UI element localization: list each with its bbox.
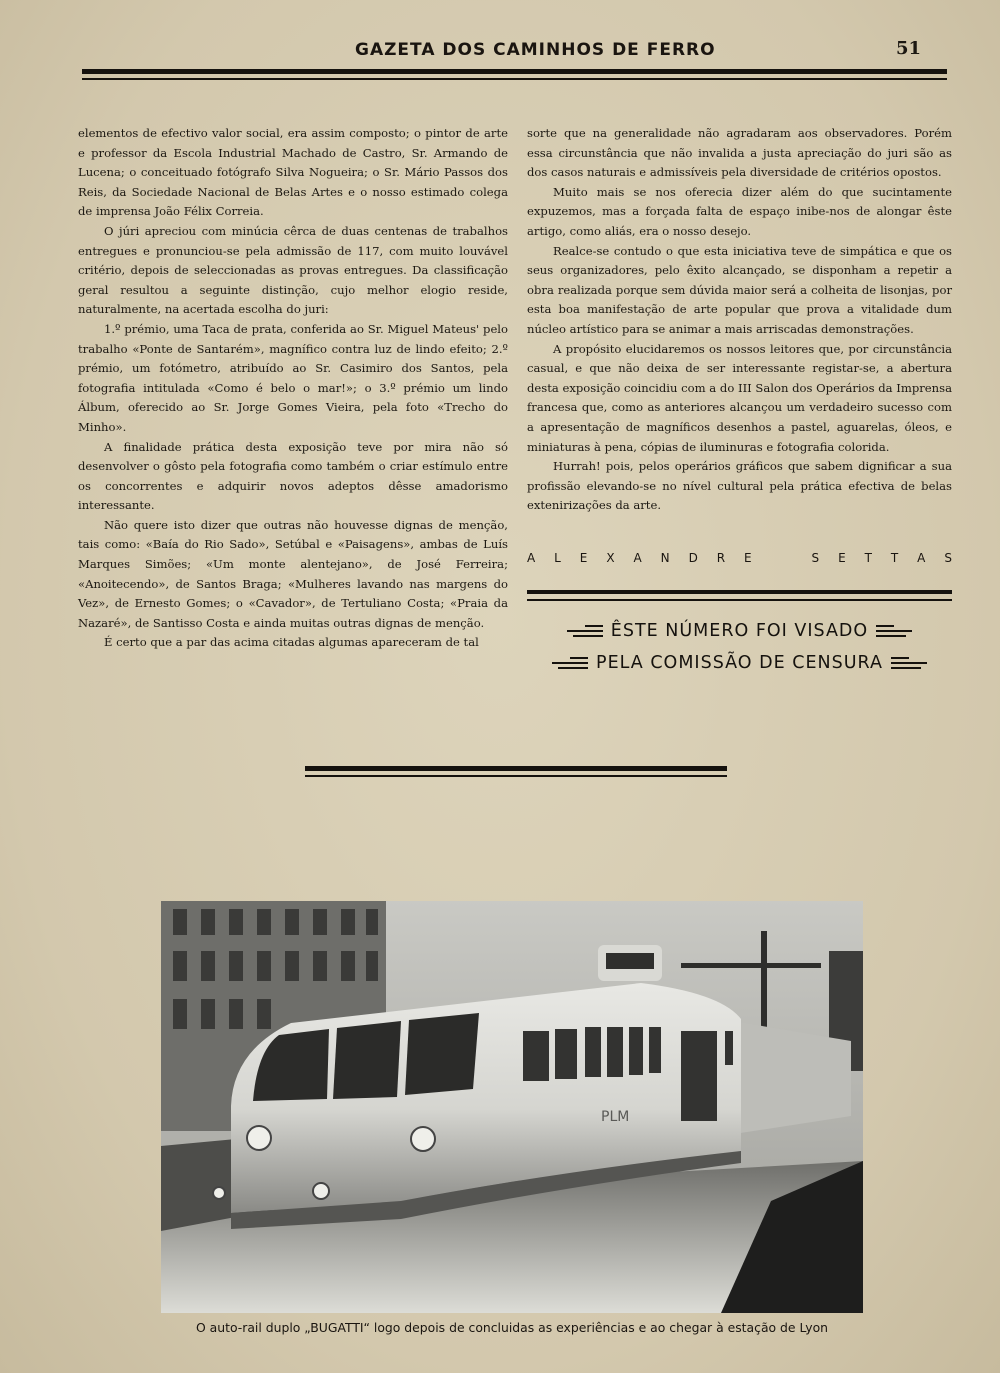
paragraph: 1.º prémio, uma Taca de prata, conferida ao Sr. Miguel Mateus' pelo trabalho «Ponte de Santarém», magnífico contra luz de lindo efeito; 2.º prémio, um fotómetro, atribuído ao Sr. Casimiro dos Santos, pela fotografia intitulada «Como é belo o mar!»; o 3.º prémio um lindo Álbum, oferecido ao Sr. Jorge Gomes Vieira, pela foto «Trecho do Minho». bbox=[78, 321, 508, 434]
author-letter: A bbox=[633, 551, 642, 565]
paragraph: É certo que a par das acima citadas algumas apareceram de tal bbox=[104, 635, 479, 650]
triple-dash-icon bbox=[876, 624, 912, 638]
censor-notice-line2 bbox=[527, 650, 952, 676]
car-marking: PLM bbox=[601, 1109, 630, 1125]
censor-text: ÊSTE NÚMERO FOI VISADO bbox=[610, 621, 869, 641]
author-signature bbox=[527, 551, 952, 565]
paragraph: Realce-se contudo o que esta iniciativa teve de simpática e que os seus organizadores, pelo êxito alcançado, se disponham a repetir a obra realizada porque sem dúvida maior será a colheita de lisonjas, por esta boa manifestação de arte popular que prova a vitalidade dum núcleo artístico para se animar a mais arriscadas demonstrações. bbox=[527, 243, 952, 336]
censor-rule-thick bbox=[527, 590, 952, 594]
paragraph: Muito mais se nos oferecia dizer além do que sucintamente expuzemos, mas a forçada falta de espaço inibe-nos de alongar êste artigo, como aliás, era o nosso desejo. bbox=[527, 184, 952, 238]
article-right-column bbox=[527, 124, 952, 516]
bugatti-railcar-photo bbox=[161, 901, 863, 1313]
author-letter: A bbox=[527, 551, 536, 565]
paragraph: Hurrah! pois, pelos operários gráficos que sabem dignificar a sua profissão elevando-se no nível cultural pela prática efectiva de belas extenirizações da arte. bbox=[527, 459, 952, 513]
triple-dash-icon bbox=[552, 656, 588, 670]
censor-text: PELA COMISSÃO DE CENSURA bbox=[596, 653, 883, 673]
author-letter: R bbox=[716, 551, 726, 565]
triple-dash-icon bbox=[891, 656, 927, 670]
censor-notice-line1 bbox=[527, 618, 952, 644]
author-letter: E bbox=[579, 551, 588, 565]
page-number: 51 bbox=[896, 38, 922, 59]
paragraph: A propósito elucidaremos os nossos leitores que, por circunstância casual, e que não deixa de ser interessante registar-se, a abertura desta exposição coincidiu com a do III Salon dos Operários da Imprensa francesa que, como as anteriores alcançou um verdadeiro sucesso com a apresentação de magníficos desenhos a pastel, aguarelas, óleos, e miniaturas à pena, cópias de iluminuras e fotografia colorida. bbox=[527, 341, 952, 454]
paragraph: sorte que na generalidade não agradaram aos observadores. Porém essa circunstância que não invalida a justa apreciação do juri são as dos casos naturais e admissíveis pela diversidade de critérios opostos. bbox=[527, 126, 952, 180]
journal-title: GAZETA DOS CAMINHOS DE FERRO bbox=[355, 40, 716, 60]
header-rule-thin bbox=[82, 78, 947, 80]
author-letter: D bbox=[688, 551, 698, 565]
author-letter: S bbox=[811, 551, 820, 565]
photo-caption: O auto-rail duplo „BUGATTI“ logo depois de concluidas as experiências e ao chegar à estação de Lyon bbox=[195, 1320, 829, 1335]
author-letter: E bbox=[744, 551, 752, 565]
author-letter: X bbox=[606, 551, 615, 565]
author-letter: T bbox=[890, 551, 899, 565]
author-letter: S bbox=[944, 551, 952, 565]
paragraph: Não quere isto dizer que outras não houvesse dignas de menção, tais como: «Baía do Rio Sado», Setúbal e «Paisagens», ambas de Luís Marques Simões; «Um monte alentejano», de José Ferreira; «Anoitecendo», de Santos Braga; «Mulheres lavando nas margens do Vez», de Ernesto Gomes; o «Cavador», de Tertuliano Costa; «Praia da Nazaré», de Santisso Costa e ainda muitas outras dignas de menção. bbox=[78, 517, 508, 630]
author-space bbox=[771, 551, 793, 565]
article-left-column bbox=[78, 124, 508, 653]
author-letter: E bbox=[838, 551, 846, 565]
author-letter: T bbox=[864, 551, 872, 565]
paragraph: O júri apreciou com minúcia cêrca de duas centenas de trabalhos entregues e pronunciou-se pela admissão de 117, com muito louvável critério, depois de seleccionadas as provas entregues. Da classificação geral resultou a seguinte distinção, cujo melhor elogio reside, naturalmente, na acertada escolha do juri: bbox=[78, 223, 508, 317]
header-rule-thick bbox=[82, 69, 947, 74]
railcar-illustration bbox=[161, 901, 863, 1313]
author-letter: L bbox=[554, 551, 561, 565]
triple-dash-icon bbox=[567, 624, 603, 638]
section-rule-thick bbox=[305, 766, 727, 771]
censor-rule-thin bbox=[527, 599, 952, 601]
section-rule-thin bbox=[305, 775, 727, 777]
paragraph: elementos de efectivo valor social, era assim composto; o pintor de arte e professor da Escola Industrial Machado de Castro, Sr. Armando de Lucena; o conceituado fotógrafo Silva Nogueira; o Sr. Mário Passos dos Reis, da Sociedade Nacional de Belas Artes e o nosso estimado colega de imprensa João Félix Correia. bbox=[78, 126, 508, 219]
paragraph: A finalidade prática desta exposição teve por mira não só desenvolver o gôsto pela fotografia como também o criar estímulo entre os concorrentes e adquirir novos adeptos dêsse amadorismo interessante. bbox=[78, 439, 508, 513]
author-letter: A bbox=[917, 551, 926, 565]
author-letter: N bbox=[660, 551, 670, 565]
